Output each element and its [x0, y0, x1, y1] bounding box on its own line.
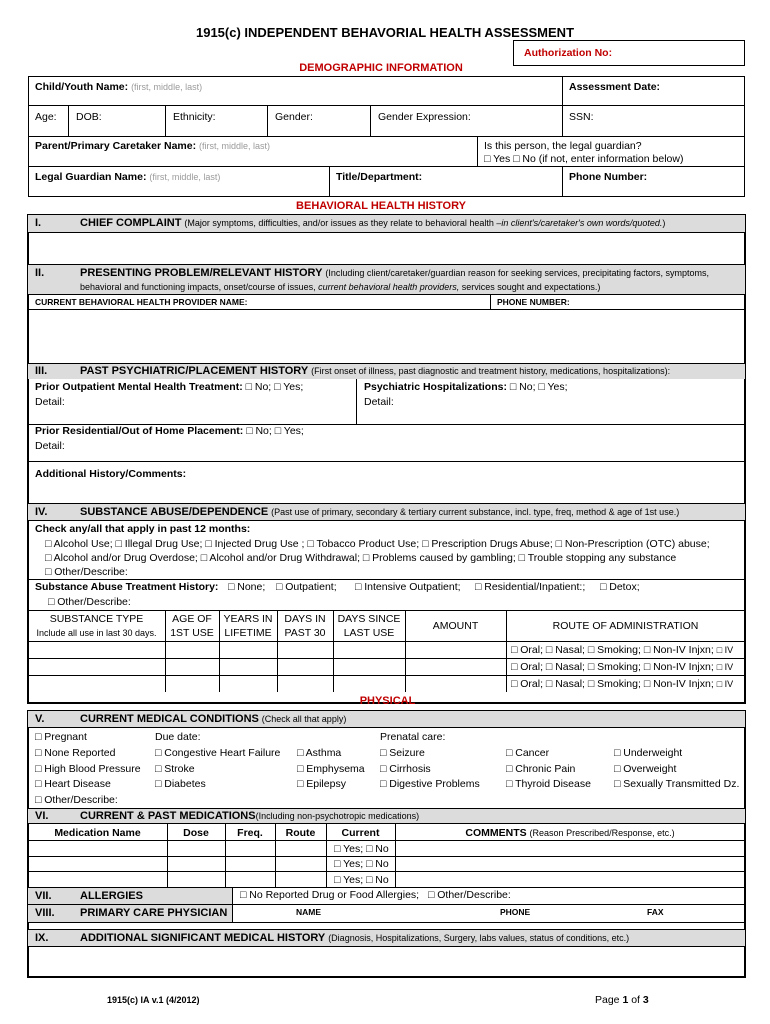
route-options-row-2[interactable]: □ Oral; □ Nasal; □ Smoking; □ Non-IV Injxn; □ IV — [511, 661, 734, 673]
ethnicity-field[interactable]: Ethnicity: — [173, 111, 216, 123]
presenting-problem-input[interactable] — [28, 310, 745, 362]
treatment-history-label: Substance Abuse Treatment History: — [35, 581, 219, 593]
residential-placement-field[interactable]: Prior Residential/Out of Home Placement: □ No; □ Yes; — [35, 425, 304, 437]
treatment-outpatient[interactable]: □ Outpatient; — [276, 581, 337, 593]
treatment-other[interactable]: □ Other/Describe: — [48, 596, 131, 608]
prenatal-care-field[interactable]: Prenatal care: — [380, 731, 446, 743]
conditions-col-3[interactable]: □ Asthma □ Emphysema □ Epilepsy — [297, 747, 365, 790]
physician-fax-field[interactable]: FAX — [647, 907, 664, 917]
col-age-first-use: AGE OF — [172, 613, 212, 625]
psychiatric-hospitalizations-field[interactable]: Psychiatric Hospitalizations: □ No; □ Yes; — [364, 381, 568, 393]
col-days-past-30: DAYS IN — [284, 613, 326, 625]
provider-phone-field[interactable]: PHONE NUMBER: — [497, 297, 570, 307]
col-substance-type: SUBSTANCE TYPE — [49, 613, 144, 625]
conditions-col-2[interactable]: □ Congestive Heart Failure □ Stroke □ Diabetes — [155, 747, 281, 790]
substance-checklist-other[interactable]: □ Other/Describe: — [45, 566, 128, 578]
section-2-number: II. — [35, 267, 45, 279]
assessment-date-field[interactable]: Assessment Date: — [569, 81, 661, 93]
form-version: 1915(c) IA v.1 (4/2012) — [107, 995, 200, 1005]
legal-guardian-options[interactable]: □ Yes □ No (if not, enter information below) — [484, 153, 684, 165]
col-route: ROUTE OF ADMINISTRATION — [552, 620, 699, 632]
section-8-title: PRIMARY CARE PHYSICIAN — [80, 907, 228, 919]
legal-guardian-name-field[interactable]: Legal Guardian Name: (first, middle, last) — [35, 171, 221, 183]
med-current-row-1[interactable]: □ Yes; □ No — [334, 843, 389, 855]
med-col-route: Route — [285, 827, 316, 839]
col-years-lifetime-2: LIFETIME — [224, 627, 272, 639]
col-days-since-2: LAST USE — [343, 627, 395, 639]
gender-expression-field[interactable]: Gender Expression: — [378, 111, 471, 123]
med-current-row-2[interactable]: □ Yes; □ No — [334, 858, 389, 870]
route-options-row-1[interactable]: □ Oral; □ Nasal; □ Smoking; □ Non-IV Injxn; □ IV — [511, 644, 734, 656]
conditions-col-1[interactable]: □ None Reported □ High Blood Pressure □ Heart Disease □ Other/Describe: — [35, 747, 141, 806]
phone-number-field[interactable]: Phone Number: — [569, 171, 648, 183]
section-6-number: VI. — [35, 810, 49, 822]
section-9-number: IX. — [35, 932, 49, 944]
gender-field[interactable]: Gender: — [275, 111, 313, 123]
section-6-title: CURRENT & PAST MEDICATIONS(Including non-psychotropic medications) — [80, 810, 420, 822]
section-5-title: CURRENT MEDICAL CONDITIONS (Check all that apply) — [80, 713, 347, 725]
hospitalizations-detail[interactable]: Detail: — [364, 396, 394, 408]
section-4-number: IV. — [35, 506, 48, 518]
legal-guardian-question: Is this person, the legal guardian? — [484, 140, 642, 152]
section-7-title: ALLERGIES — [80, 890, 143, 902]
document-title: 1915(c) INDEPENDENT BEHAVORIAL HEALTH ASSESSMENT — [195, 25, 575, 40]
route-options-row-3[interactable]: □ Oral; □ Nasal; □ Smoking; □ Non-IV Injxn; □ IV — [511, 678, 734, 690]
section-3-title: PAST PSYCHIATRIC/PLACEMENT HISTORY (First onset of illness, past diagnostic and treatment history, medications, hospitalizations): — [80, 365, 671, 377]
physical-heading: PHYSICAL — [359, 695, 416, 707]
col-amount: AMOUNT — [432, 620, 479, 632]
allergies-other[interactable]: □ Other/Describe: — [428, 889, 511, 901]
pregnant-checkbox[interactable]: □ Pregnant — [35, 731, 87, 743]
col-substance-type-note: Include all use in last 30 days. — [36, 628, 157, 638]
med-col-freq: Freq. — [237, 827, 263, 839]
age-field[interactable]: Age: — [35, 111, 57, 123]
outpatient-treatment-field[interactable]: Prior Outpatient Mental Health Treatment: □ No; □ Yes; — [35, 381, 304, 393]
med-current-row-3[interactable]: □ Yes; □ No — [334, 874, 389, 886]
med-col-current: Current — [341, 827, 380, 839]
section-2-desc: behavioral and functioning impacts, onset/course of issues, current behavioral health providers, services sought and expectations.) — [80, 282, 601, 292]
conditions-col-5[interactable]: □ Cancer □ Chronic Pain □ Thyroid Disease — [506, 747, 591, 790]
chief-complaint-input[interactable] — [28, 233, 745, 263]
demographic-heading: DEMOGRAPHIC INFORMATION — [299, 62, 463, 74]
section-7-number: VII. — [35, 890, 52, 902]
substance-checklist-line-2[interactable]: □ Alcohol and/or Drug Overdose; □ Alcohol and/or Drug Withdrawal; □ Problems caused by gambling; □ Trouble stopping any substance — [45, 552, 677, 564]
section-2-title: PRESENTING PROBLEM/RELEVANT HISTORY (Including client/caretaker/guardian reason for seeking services, precipitating factors, symptoms, — [80, 267, 710, 279]
child-name-field[interactable]: Child/Youth Name: (first, middle, last) — [35, 81, 203, 93]
bh-history-heading: BEHAVIORAL HEALTH HISTORY — [296, 200, 466, 212]
outpatient-detail[interactable]: Detail: — [35, 396, 65, 408]
section-3-number: III. — [35, 365, 48, 377]
med-col-comments: COMMENTS (Reason Prescribed/Response, etc.) — [465, 827, 675, 839]
allergies-none[interactable]: □ No Reported Drug or Food Allergies; — [240, 889, 420, 901]
treatment-none[interactable]: □ None; — [228, 581, 266, 593]
section-1-number: I. — [35, 217, 42, 229]
col-days-past-30-2: PAST 30 — [284, 627, 326, 639]
ssn-field[interactable]: SSN: — [569, 111, 594, 123]
col-years-lifetime: YEARS IN — [223, 613, 273, 625]
section-4-title: SUBSTANCE ABUSE/DEPENDENCE (Past use of primary, secondary & tertiary current substance, incl. type, freq, method & age of 1st use.) — [80, 506, 680, 518]
page-number: Page 1 of 3 — [595, 994, 649, 1006]
check-all-label: Check any/all that apply in past 12 months: — [35, 523, 251, 535]
col-days-since: DAYS SINCE — [337, 613, 401, 625]
additional-history-field[interactable]: Additional History/Comments: — [35, 468, 187, 480]
authorization-label: Authorization No: — [524, 47, 613, 59]
physician-phone-field[interactable]: PHONE — [500, 907, 531, 917]
med-col-dose: Dose — [183, 827, 209, 839]
substance-checklist-line-1[interactable]: □ Alcohol Use; □ Illegal Drug Use; □ Injected Drug Use ; □ Tobacco Product Use; □ Prescription Drugs Abuse; □ Non-Prescription (OTC) abuse; — [45, 538, 710, 550]
section-9-title: ADDITIONAL SIGNIFICANT MEDICAL HISTORY (Diagnosis, Hospitalizations, Surgery, labs values, status of conditions, etc.) — [80, 932, 630, 944]
treatment-detox[interactable]: □ Detox; — [600, 581, 640, 593]
medical-history-input[interactable] — [28, 947, 745, 977]
residential-detail[interactable]: Detail: — [35, 440, 65, 452]
provider-name-field[interactable]: CURRENT BEHAVIORAL HEALTH PROVIDER NAME: — [35, 297, 248, 307]
dob-field[interactable]: DOB: — [76, 111, 102, 123]
due-date-field[interactable]: Due date: — [155, 731, 201, 743]
section-8-number: VIII. — [35, 907, 55, 919]
title-department-field[interactable]: Title/Department: — [336, 171, 423, 183]
conditions-col-6[interactable]: □ Underweight □ Overweight □ Sexually Transmitted Dz. — [614, 747, 740, 790]
caretaker-name-field[interactable]: Parent/Primary Caretaker Name: (first, middle, last) — [35, 140, 271, 152]
med-col-name: Medication Name — [54, 827, 141, 839]
physician-name-field[interactable]: NAME — [296, 907, 322, 917]
treatment-residential[interactable]: □ Residential/Inpatient:; — [475, 581, 586, 593]
conditions-col-4[interactable]: □ Seizure □ Cirrhosis □ Digestive Problems — [380, 747, 480, 790]
section-5-number: V. — [35, 713, 45, 725]
col-age-first-use-2: 1ST USE — [170, 627, 214, 639]
treatment-intensive-outpatient[interactable]: □ Intensive Outpatient; — [355, 581, 461, 593]
section-1-title: CHIEF COMPLAINT (Major symptoms, difficulties, and/or issues as they relate to behavioral health –in client's/caretaker's own words/quoted.) — [80, 217, 666, 229]
